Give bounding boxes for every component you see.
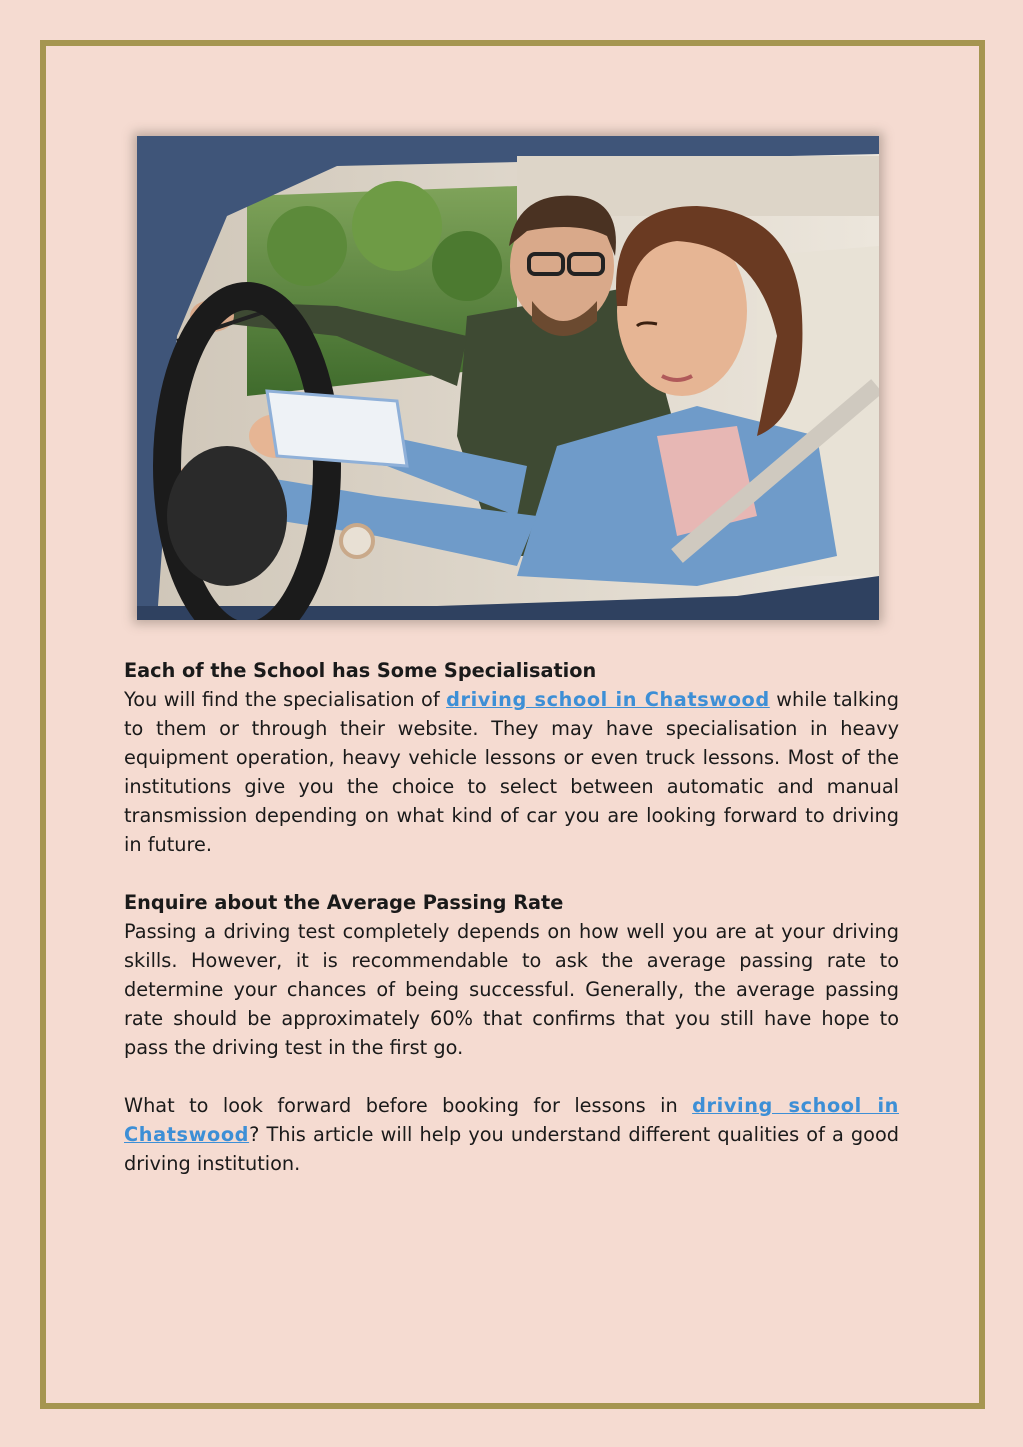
paragraph-text: while talking to them or through their website. They may have specialisation in heavy equipment operation, heavy vehicle lessons or even truck lessons. Most of the institutions give you the choice to select between automatic and manual transmission depending on what kind of car you are looking forward to driving in future. [124, 688, 899, 856]
section-paragraph-passing-rate: Passing a driving test completely depends on how well you are at your driving skills. However, it is recommendable to ask the average passing rate to determine your chances of being successful. Generally, the average passing rate should be approximately 60% that confirms that you still have hope to pass the driving test in the first go. [124, 920, 899, 1059]
paragraph-text: What to look forward before booking for lessons in [124, 1094, 693, 1117]
section-paragraph-specialisation [124, 685, 899, 859]
paragraph-spacer [124, 1062, 899, 1091]
paragraph-text: You will find the specialisation of [124, 688, 447, 711]
section-paragraph-closing [124, 1091, 899, 1178]
section-heading-passing-rate: Enquire about the Average Passing Rate [124, 891, 564, 914]
paragraph-text: ? This article will help you understand different qualities of a good driving institution. [124, 1123, 899, 1175]
article-content [124, 656, 899, 1178]
section-heading-specialisation: Each of the School has Some Specialisation [124, 659, 597, 682]
driving-school-link[interactable]: driving school in Chatswood [124, 1094, 899, 1146]
driving-lesson-photo [137, 136, 879, 620]
paragraph-spacer [124, 859, 899, 888]
driving-school-link[interactable]: driving school in Chatswood [446, 688, 770, 711]
